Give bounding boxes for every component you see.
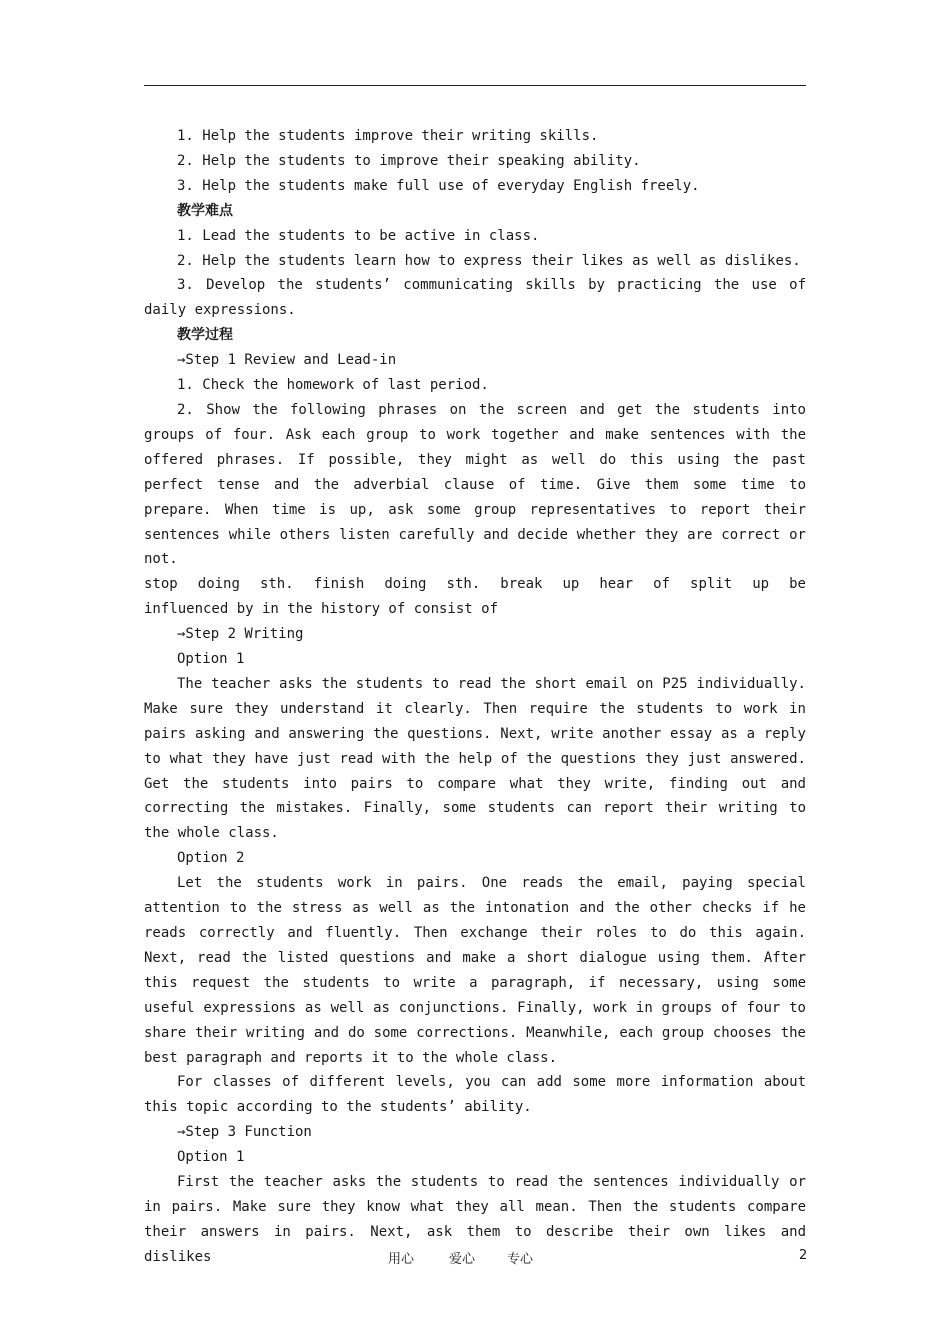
step-2-heading: →Step 2 Writing bbox=[177, 626, 304, 643]
step-2-option-2-label: Option 2 bbox=[177, 850, 245, 867]
footer-word-1: 用心 bbox=[388, 1252, 415, 1267]
difficult-item-1: 1. Lead the students to be active in class. bbox=[177, 227, 540, 244]
step-2-levels-note: For classes of different levels, you can add some more information about this topic according to the students’ ability. bbox=[144, 1074, 806, 1116]
header-rule bbox=[144, 85, 806, 86]
page-footer bbox=[0, 1248, 950, 1268]
footer-word-2: 爱心 bbox=[449, 1252, 476, 1267]
step-2-option-1-label: Option 1 bbox=[177, 651, 245, 668]
phrases-line-2: influenced by in the history of consist of bbox=[144, 601, 499, 618]
difficult-points-heading: 教学难点 bbox=[177, 202, 233, 219]
phrases-line-1: stop doing sth. finish doing sth. break up hear of split up be bbox=[144, 576, 806, 593]
step-3-option-1-label: Option 1 bbox=[177, 1149, 245, 1166]
step-2-option-2-text: Let the students work in pairs. One reads the email, paying special attention to the stress as well as the intonation and the other checks if he reads correctly and fluently. Then exchange their roles to do this again. Next, read the listed questions and make a short dialogue using them. After this request the students to write a paragraph, if necessary, using some useful expressions as well as conjunctions. Finally, work in groups of four to share their writing and do some corrections. Meanwhile, each group chooses the best paragraph and reports it to the whole class. bbox=[144, 875, 806, 1066]
footer-word-3: 专心 bbox=[507, 1252, 534, 1267]
difficult-item-2: 2. Help the students learn how to express their likes as well as dislikes. bbox=[177, 252, 801, 269]
step-1-item-2: 2. Show the following phrases on the screen and get the students into groups of four. Ask each group to work together and make sentences with the offered phrases. If possible, they might as well do this using the past perfect tense and the adverbial clause of time. Give them some time to prepare. When time is up, ask some group representatives to report their sentences while others listen carefully and decide whether they are correct or not. bbox=[144, 401, 806, 568]
page-body bbox=[144, 124, 806, 1270]
goal-item-2: 2. Help the students to improve their speaking ability. bbox=[177, 152, 641, 169]
step-3-heading: →Step 3 Function bbox=[177, 1124, 312, 1141]
step-2-option-1-text: The teacher asks the students to read the short email on P25 individually. Make sure they understand it clearly. Then require the students to work in pairs asking and answering the questions. Next, write another essay as a reply to what they have just read with the help of the questions they just answered. Get the students into pairs to compare what they write, finding out and correcting the mistakes. Finally, some students can report their writing to the whole class. bbox=[144, 675, 806, 842]
goal-item-3: 3. Help the students make full use of everyday English freely. bbox=[177, 177, 700, 194]
goal-item-1: 1. Help the students improve their writing skills. bbox=[177, 128, 599, 144]
step-1-heading: →Step 1 Review and Lead-in bbox=[177, 352, 397, 369]
difficult-item-3: 3. Develop the students’ communicating skills by practicing the use of daily expressions. bbox=[144, 277, 806, 319]
page-number: 2 bbox=[799, 1248, 808, 1263]
step-1-item-1: 1. Check the homework of last period. bbox=[177, 377, 489, 394]
teaching-process-heading: 教学过程 bbox=[177, 327, 233, 344]
step-3-option-1-text: First the teacher asks the students to read the sentences individually or in pairs. Make sure they know what they all mean. Then the students compare their answers in pairs. Next, ask them to describe their own likes and dislikes bbox=[144, 1174, 806, 1265]
